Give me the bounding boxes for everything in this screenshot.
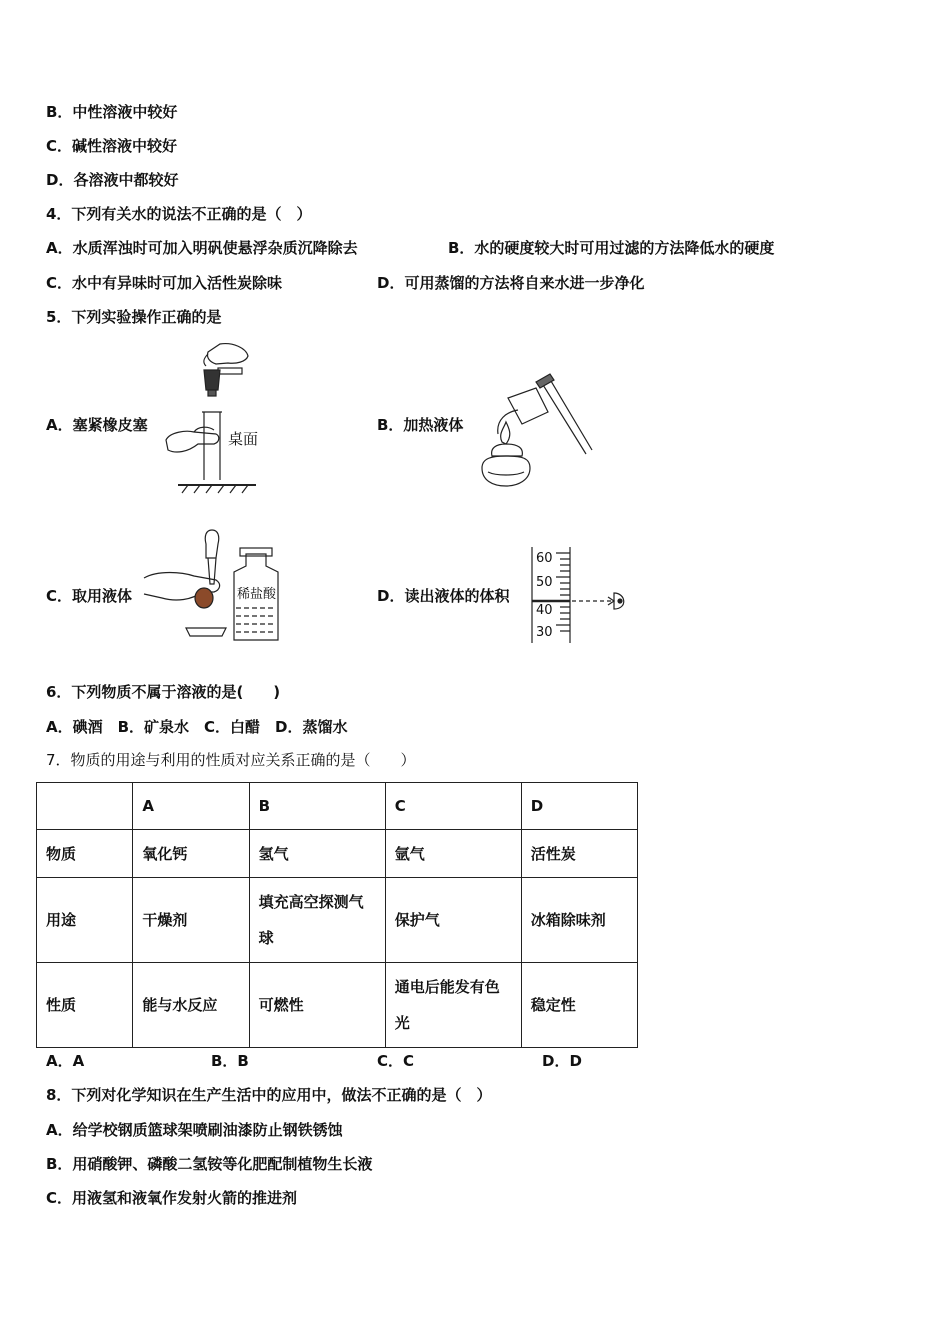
q7-option-c: C．C xyxy=(377,1052,415,1070)
table-cell: 性质 xyxy=(37,963,133,1048)
q4-option-a: A．水质浑浊时可加入明矾使悬浮杂质沉降除去 xyxy=(46,239,358,257)
q3-option-c: C．碱性溶液中较好 xyxy=(46,137,178,155)
fig-d-tick-60: 60 xyxy=(536,551,553,566)
q7-option-b: B．B xyxy=(211,1052,249,1070)
q3-option-d: D．各溶液中都较好 xyxy=(46,171,179,189)
table-cell: 活性炭 xyxy=(521,830,637,878)
q5-option-b: B．加热液体 xyxy=(377,416,464,434)
figure-insert-stopper xyxy=(158,340,258,495)
table-cell: 稳定性 xyxy=(521,963,637,1048)
q7-option-a: A．A xyxy=(46,1052,85,1070)
table-cell: D xyxy=(521,783,637,830)
table-cell: 可燃性 xyxy=(249,963,385,1048)
q5-option-d: D．读出液体的体积 xyxy=(377,587,510,605)
figure-heat-liquid xyxy=(478,372,596,492)
fig-c-bottle-label: 稀盐酸 xyxy=(237,587,277,602)
q5-option-c: C．取用液体 xyxy=(46,587,133,605)
table-row xyxy=(37,783,638,830)
table-cell: 用途 xyxy=(37,878,133,963)
q8-stem: 8．下列对化学知识在生产生活中的应用中，做法不正确的是（ ） xyxy=(46,1086,492,1104)
table-cell: 保护气 xyxy=(385,878,521,963)
table-cell: 干燥剂 xyxy=(133,878,249,963)
q4-stem: 4．下列有关水的说法不正确的是（ ） xyxy=(46,205,312,223)
table-cell: 氩气 xyxy=(385,830,521,878)
fig-a-table-label: 桌面 xyxy=(228,430,258,448)
table-row xyxy=(37,878,638,963)
q7-option-d: D．D xyxy=(542,1052,582,1070)
q8-option-b: B．用硝酸钾、磷酸二氢铵等化肥配制植物生长液 xyxy=(46,1155,373,1173)
table-cell: B xyxy=(249,783,385,830)
table-row xyxy=(37,830,638,878)
table-cell: A xyxy=(133,783,249,830)
q4-option-c: C．水中有异味时可加入活性炭除味 xyxy=(46,274,283,292)
figure-take-liquid xyxy=(142,528,284,644)
fig-d-tick-40: 40 xyxy=(536,603,553,618)
table-cell: 氢气 xyxy=(249,830,385,878)
fig-d-tick-30: 30 xyxy=(536,625,553,640)
table-cell xyxy=(37,783,133,830)
q6-options: A．碘酒 B．矿泉水 C．白醋 D．蒸馏水 xyxy=(46,718,348,736)
figure-read-volume xyxy=(528,545,632,645)
q5-option-a: A．塞紧橡皮塞 xyxy=(46,416,148,434)
q8-option-a: A．给学校钢质篮球架喷刷油漆防止钢铁锈蚀 xyxy=(46,1121,343,1139)
table-cell: 填充高空探测气球 xyxy=(249,878,385,963)
table-cell: 冰箱除味剂 xyxy=(521,878,637,963)
table-cell: 能与水反应 xyxy=(133,963,249,1048)
q5-stem: 5．下列实验操作正确的是 xyxy=(46,308,222,326)
fig-d-tick-50: 50 xyxy=(536,575,553,590)
q3-option-b: B．中性溶液中较好 xyxy=(46,103,178,121)
q7-stem: 7．物质的用途与利用的性质对应关系正确的是（ ） xyxy=(46,751,416,769)
q7-table xyxy=(36,782,638,1048)
table-cell: C xyxy=(385,783,521,830)
table-cell: 物质 xyxy=(37,830,133,878)
q6-stem: 6．下列物质不属于溶液的是( ) xyxy=(46,683,281,701)
q4-option-b: B．水的硬度较大时可用过滤的方法降低水的硬度 xyxy=(448,239,775,257)
table-row xyxy=(37,963,638,1048)
table-cell: 通电后能发有色光 xyxy=(385,963,521,1048)
q4-option-d: D．可用蒸馏的方法将自来水进一步净化 xyxy=(377,274,645,292)
table-cell: 氧化钙 xyxy=(133,830,249,878)
q8-option-c: C．用液氢和液氧作发射火箭的推进剂 xyxy=(46,1189,298,1207)
